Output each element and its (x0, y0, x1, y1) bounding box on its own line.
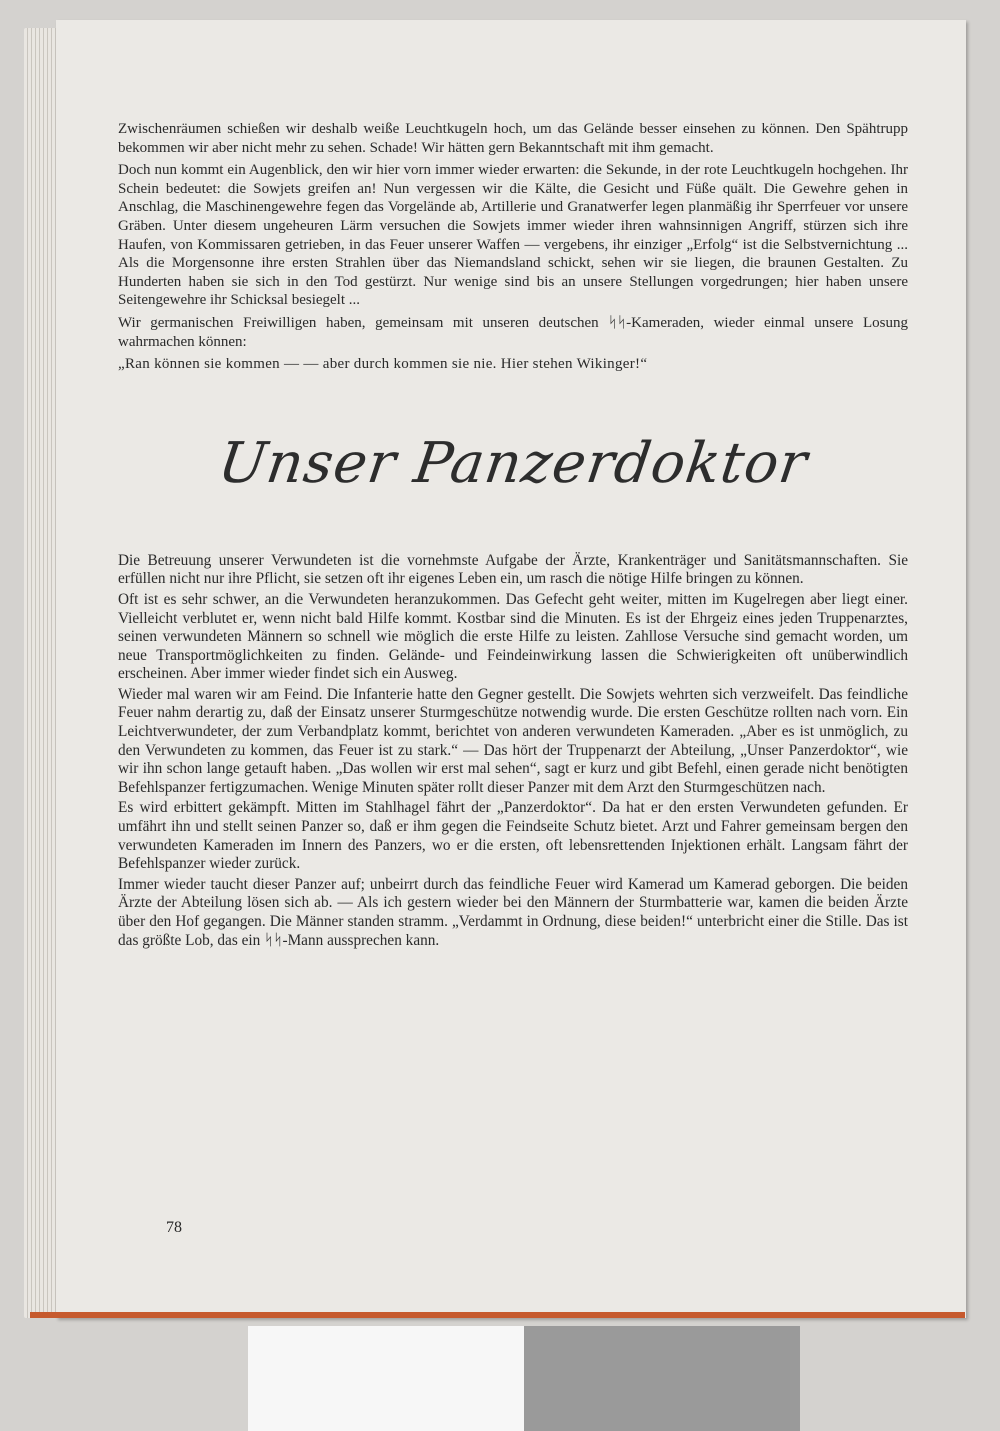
page-bottom-edge (30, 1312, 965, 1318)
scan-calibration-white (248, 1326, 524, 1431)
scan-calibration-background (800, 1326, 1000, 1431)
article-paragraph-2: Oft ist es sehr schwer, an die Verwundeten heranzukommen. Das Gefecht geht weiter, mitten im Kugelregen aber liegt einer. Vielleicht verblutet er, wenn nicht bald Hilfe kommt. Kostbar sind die Minuten. Es ist der Ehrgeiz eines jeden Truppenarztes, seinen verwundeten Männern so schnell wie möglich die erste Hilfe zu leisten. Zahllose Versuche sind gemacht worden, um neue Transportmöglichkeiten zu finden. Gelände- und Feindeinwirkung lassen die Schwierigkeiten oft unüberwindlich erscheinen. Aber immer wieder findet sich ein Ausweg. (118, 590, 908, 683)
article-paragraph-4: Es wird erbittert gekämpft. Mitten im Stahlhagel fährt der „Panzerdoktor“. Da hat er den ersten Verwundeten gefunden. Er umfährt ihn und stellt seinen Panzer so, daß er ihm gegen die Feindseite Schutz bietet. Arzt und Fahrer gemeinsam bergen den verwundeten Kameraden im Innern des Panzers, wo er die ersten, oft lebensrettenden Injektionen erhält. Langsam fährt der Befehlspanzer wieder zurück. (118, 799, 908, 873)
intro-section (118, 120, 908, 374)
article-section (118, 552, 908, 950)
page-number: 78 (166, 1219, 182, 1236)
intro-paragraph-3: Wir germanischen Freiwilligen haben, gemeinsam mit unseren deutschen ᛋᛋ-Kameraden, wieder einmal unsere Losung wahrmachen können: (118, 314, 908, 350)
scan-calibration-gray (524, 1326, 800, 1431)
article-paragraph-1: Die Betreuung unserer Verwundeten ist die vornehmste Aufgabe der Ärzte, Krankenträger und Sanitätsmannschaften. Sie erfüllen nicht nur ihre Pflicht, sie setzen oft ihr eigenes Leben ein, um rasch die nötige Hilfe bringen zu können. (118, 551, 908, 588)
motto-line: „Ran können sie kommen — — aber durch kommen sie nie. Hier stehen Wikinger!“ (118, 356, 648, 373)
intro-paragraph-1: Zwischenräumen schießen wir deshalb weiße Leuchtkugeln hoch, um das Gelände besser einsehen zu können. Den Spähtrupp bekommen wir aber nicht mehr zu sehen. Schade! Wir hätten gern Bekanntschaft mit ihm gemacht. (118, 121, 908, 156)
text-block (118, 120, 908, 950)
article-title: Unser Panzerdoktor (214, 430, 812, 496)
intro-paragraph-2: Doch nun kommt ein Augenblick, den wir hier vorn immer wieder erwarten: die Sekunde, in der rote Leuchtkugeln hochgehen. Ihr Schein bedeutet: die Sowjets greifen an! Nun vergessen wir die Kälte, die Gesicht und Füße quält. Die Gewehre gehen in Anschlag, die Maschinengewehre fegen das Vorgelände ab, Artillerie und Granatwerfer legen planmäßig ihr Sperrfeuer vor unsere Gräben. Unter diesem ungeheuren Lärm versuchen die Sowjets immer wieder ihren wahnsinnigen Angriff, stürzen sich ihre Haufen, von Kommissaren getrieben, in das Feuer unserer Waffen — vergebens, ihr einziger „Erfolg“ ist die Selbstvernichtung ... Als die Morgensonne ihre ersten Strahlen über das Niemandsland schickt, sehen wir sie liegen, die braunen Gestalten. Zu Hunderten haben sie sich in den Tod gestürzt. Nur wenige sind bis an unsere Stellungen vorgedrungen; hier haben unsere Seitengewehre ihr Schicksal besiegelt ... (118, 162, 908, 309)
article-paragraph-3: Wieder mal waren wir am Feind. Die Infanterie hatte den Gegner gestellt. Die Sowjets wehrten sich verzweifelt. Das feindliche Feuer nahm derartig zu, daß der Einsatz unserer Sturmgeschütze notwendig wurde. Die ersten Geschütze rollten nach vorn. Ein Leichtverwundeter, der zum Verbandplatz kommt, berichtet von anderen verwundeten Kameraden. „Aber es ist unmöglich, zu den Verwundeten zu kommen, das Feuer ist zu stark.“ — Das hört der Truppenarzt der Abteilung, „Unser Panzerdoktor“, wie wir ihn schon lange getauft haben. „Das wollen wir erst mal sehen“, sagt er kurz und gibt Befehl, einen gerade nicht benötigten Befehlspanzer fertigzumachen. Wenige Minuten später rollt dieser Panzer mit dem Arzt den Sturmgeschützen nach. (118, 685, 908, 796)
article-paragraph-5: Immer wieder taucht dieser Panzer auf; unbeirrt durch das feindliche Feuer wird Kamerad um Kamerad geborgen. Die beiden Ärzte der Abteilung lösen sich ab. — Als ich gestern wieder bei den Männern der Sturmbatterie war, kamen die beiden Ärzte über den Hof gegangen. Die Männer standen stramm. „Verdammt in Ordnung, diese beiden!“ unterbricht einer die Stille. Das ist das größte Lob, das ein ᛋᛋ-Mann aussprechen kann. (118, 875, 908, 949)
